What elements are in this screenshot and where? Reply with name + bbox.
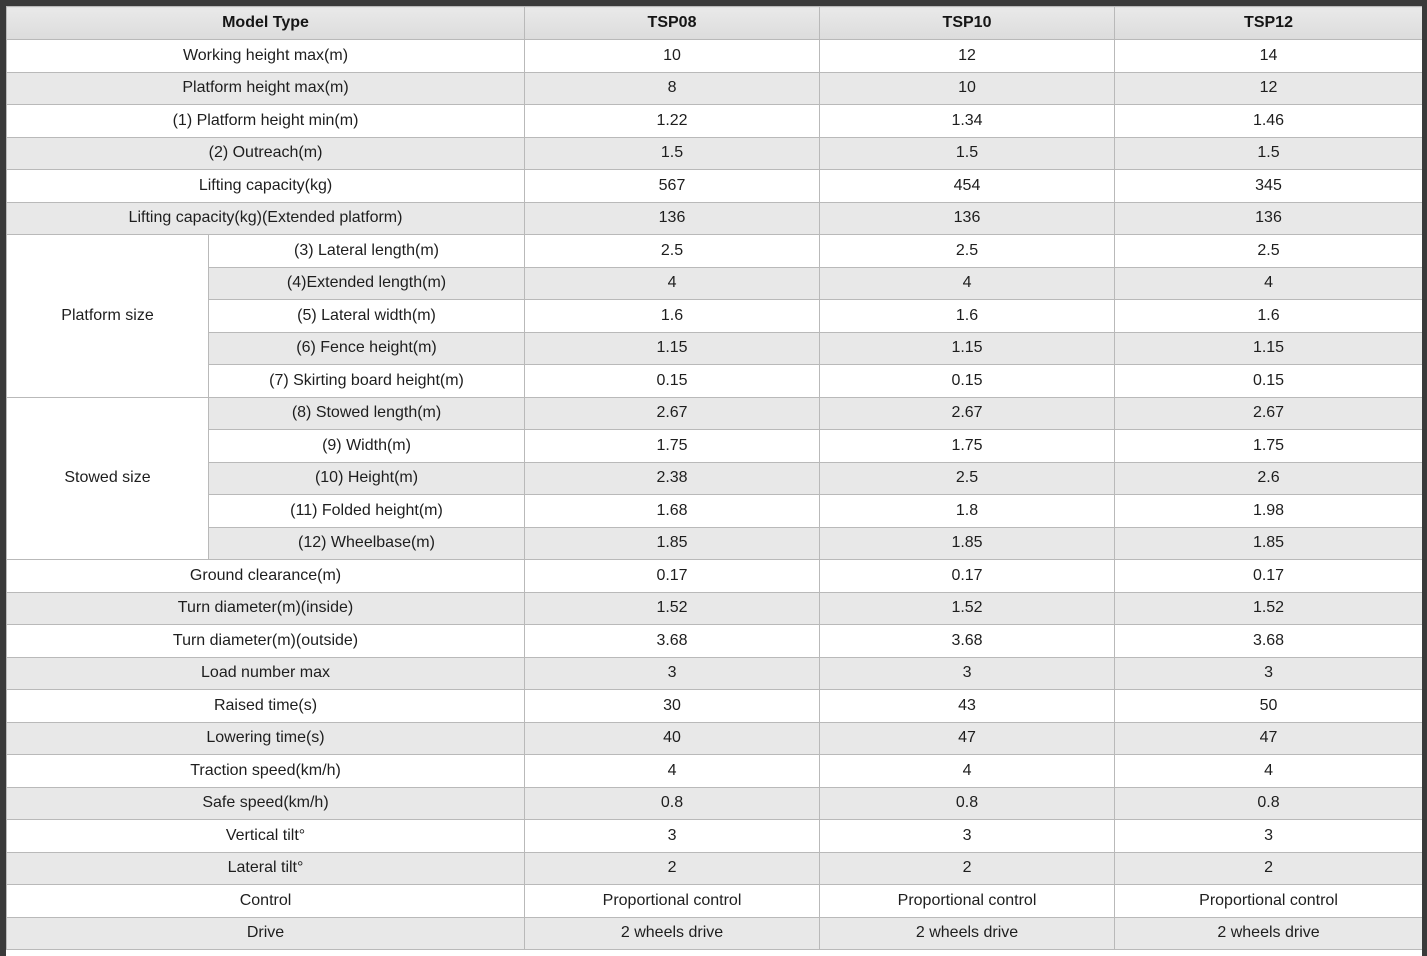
header-row (7, 7, 1423, 40)
row-value: 1.15 (1115, 332, 1422, 365)
row-value: 1.6 (525, 300, 820, 333)
table-row (7, 332, 1423, 365)
header-model-tsp10: TSP10 (820, 7, 1115, 40)
row-value: 3 (525, 657, 820, 690)
row-label: Load number max (7, 657, 525, 690)
row-value: 3.68 (525, 625, 820, 658)
row-value: 1.15 (525, 332, 820, 365)
table-row (7, 397, 1423, 430)
table-row (7, 495, 1423, 528)
row-value: 2 wheels drive (1115, 917, 1422, 950)
row-value: 2 (525, 852, 820, 885)
row-value: 2 wheels drive (820, 917, 1115, 950)
row-value: 0.15 (1115, 365, 1422, 398)
row-value: 2 wheels drive (525, 917, 820, 950)
table-row (7, 527, 1423, 560)
row-value: 8 (525, 72, 820, 105)
table-row (7, 755, 1423, 788)
row-label: Lateral tilt° (7, 852, 525, 885)
row-label: Lifting capacity(kg)(Extended platform) (7, 202, 525, 235)
row-value: Proportional control (820, 885, 1115, 918)
row-value: 454 (820, 170, 1115, 203)
row-label: Working height max(m) (7, 40, 525, 73)
row-value: 4 (525, 267, 820, 300)
row-value: 1.85 (525, 527, 820, 560)
row-value: 47 (820, 722, 1115, 755)
row-label: (4)Extended length(m) (209, 267, 525, 300)
table-row (7, 235, 1423, 268)
row-label: Traction speed(km/h) (7, 755, 525, 788)
row-label: (5) Lateral width(m) (209, 300, 525, 333)
row-value: 3.68 (820, 625, 1115, 658)
table-row (7, 657, 1423, 690)
row-value: Proportional control (525, 885, 820, 918)
row-label: (1) Platform height min(m) (7, 105, 525, 138)
row-label: (8) Stowed length(m) (209, 397, 525, 430)
row-value: 1.46 (1115, 105, 1422, 138)
row-value: 2.5 (820, 462, 1115, 495)
row-value: 1.68 (525, 495, 820, 528)
row-label: Lifting capacity(kg) (7, 170, 525, 203)
spec-sheet (6, 6, 1422, 956)
row-value: 2.6 (1115, 462, 1422, 495)
row-value: 40 (525, 722, 820, 755)
table-row (7, 560, 1423, 593)
row-value: 4 (820, 755, 1115, 788)
row-value: 43 (820, 690, 1115, 723)
row-value: 1.5 (820, 137, 1115, 170)
table-row (7, 462, 1423, 495)
row-value: 12 (1115, 72, 1422, 105)
table-row (7, 885, 1423, 918)
row-value: 2.38 (525, 462, 820, 495)
row-value: 2.5 (525, 235, 820, 268)
row-value: Proportional control (1115, 885, 1422, 918)
row-value: 1.22 (525, 105, 820, 138)
table-row (7, 820, 1423, 853)
row-value: 1.75 (525, 430, 820, 463)
row-value: 2.67 (525, 397, 820, 430)
table-row (7, 917, 1423, 950)
row-label: (9) Width(m) (209, 430, 525, 463)
row-value: 3 (1115, 820, 1422, 853)
row-value: 10 (820, 72, 1115, 105)
row-value: 0.15 (525, 365, 820, 398)
row-value: 1.52 (525, 592, 820, 625)
row-value: 345 (1115, 170, 1422, 203)
header-model-tsp12: TSP12 (1115, 7, 1422, 40)
row-value: 136 (820, 202, 1115, 235)
row-value: 0.15 (820, 365, 1115, 398)
row-value: 1.75 (1115, 430, 1422, 463)
row-value: 0.17 (525, 560, 820, 593)
row-group-label: Stowed size (7, 397, 209, 560)
row-label: Control (7, 885, 525, 918)
row-label: (10) Height(m) (209, 462, 525, 495)
row-label: Drive (7, 917, 525, 950)
table-row (7, 625, 1423, 658)
table-row (7, 365, 1423, 398)
row-label: Safe speed(km/h) (7, 787, 525, 820)
row-group-label: Platform size (7, 235, 209, 398)
row-value: 3.68 (1115, 625, 1422, 658)
row-value: 4 (1115, 267, 1422, 300)
row-value: 567 (525, 170, 820, 203)
table-row (7, 40, 1423, 73)
row-value: 4 (1115, 755, 1422, 788)
table-row (7, 137, 1423, 170)
row-label: (3) Lateral length(m) (209, 235, 525, 268)
spec-table-body (7, 40, 1423, 950)
row-value: 3 (820, 657, 1115, 690)
table-row (7, 267, 1423, 300)
row-value: 0.8 (525, 787, 820, 820)
row-label: Vertical tilt° (7, 820, 525, 853)
row-value: 2.67 (1115, 397, 1422, 430)
row-label: Platform height max(m) (7, 72, 525, 105)
row-value: 1.85 (820, 527, 1115, 560)
row-label: (11) Folded height(m) (209, 495, 525, 528)
row-value: 1.6 (820, 300, 1115, 333)
row-value: 1.52 (820, 592, 1115, 625)
row-label: Ground clearance(m) (7, 560, 525, 593)
row-label: (7) Skirting board height(m) (209, 365, 525, 398)
header-model-type: Model Type (7, 7, 525, 40)
row-value: 0.17 (1115, 560, 1422, 593)
table-row (7, 787, 1423, 820)
row-value: 3 (1115, 657, 1422, 690)
table-row (7, 592, 1423, 625)
row-value: 136 (525, 202, 820, 235)
row-value: 2 (820, 852, 1115, 885)
table-row (7, 300, 1423, 333)
row-value: 1.6 (1115, 300, 1422, 333)
row-label: (2) Outreach(m) (7, 137, 525, 170)
row-value: 1.34 (820, 105, 1115, 138)
row-value: 1.98 (1115, 495, 1422, 528)
row-value: 136 (1115, 202, 1422, 235)
table-row (7, 170, 1423, 203)
row-value: 1.52 (1115, 592, 1422, 625)
row-value: 0.17 (820, 560, 1115, 593)
row-value: 47 (1115, 722, 1422, 755)
table-row (7, 105, 1423, 138)
row-label: (6) Fence height(m) (209, 332, 525, 365)
row-value: 1.5 (1115, 137, 1422, 170)
row-label: Turn diameter(m)(outside) (7, 625, 525, 658)
row-value: 3 (820, 820, 1115, 853)
row-label: (12) Wheelbase(m) (209, 527, 525, 560)
row-value: 1.5 (525, 137, 820, 170)
row-value: 2.5 (1115, 235, 1422, 268)
row-value: 50 (1115, 690, 1422, 723)
spec-table (6, 6, 1422, 950)
row-value: 1.15 (820, 332, 1115, 365)
row-value: 2.5 (820, 235, 1115, 268)
table-row (7, 722, 1423, 755)
row-value: 1.85 (1115, 527, 1422, 560)
table-row (7, 690, 1423, 723)
row-label: Lowering time(s) (7, 722, 525, 755)
row-value: 10 (525, 40, 820, 73)
row-value: 1.8 (820, 495, 1115, 528)
row-value: 4 (820, 267, 1115, 300)
row-value: 2.67 (820, 397, 1115, 430)
row-value: 30 (525, 690, 820, 723)
row-value: 12 (820, 40, 1115, 73)
row-value: 14 (1115, 40, 1422, 73)
header-model-tsp08: TSP08 (525, 7, 820, 40)
table-row (7, 72, 1423, 105)
row-value: 0.8 (820, 787, 1115, 820)
row-label: Turn diameter(m)(inside) (7, 592, 525, 625)
row-label: Raised time(s) (7, 690, 525, 723)
row-value: 4 (525, 755, 820, 788)
table-row (7, 202, 1423, 235)
table-row (7, 852, 1423, 885)
row-value: 2 (1115, 852, 1422, 885)
row-value: 0.8 (1115, 787, 1422, 820)
row-value: 1.75 (820, 430, 1115, 463)
table-row (7, 430, 1423, 463)
row-value: 3 (525, 820, 820, 853)
